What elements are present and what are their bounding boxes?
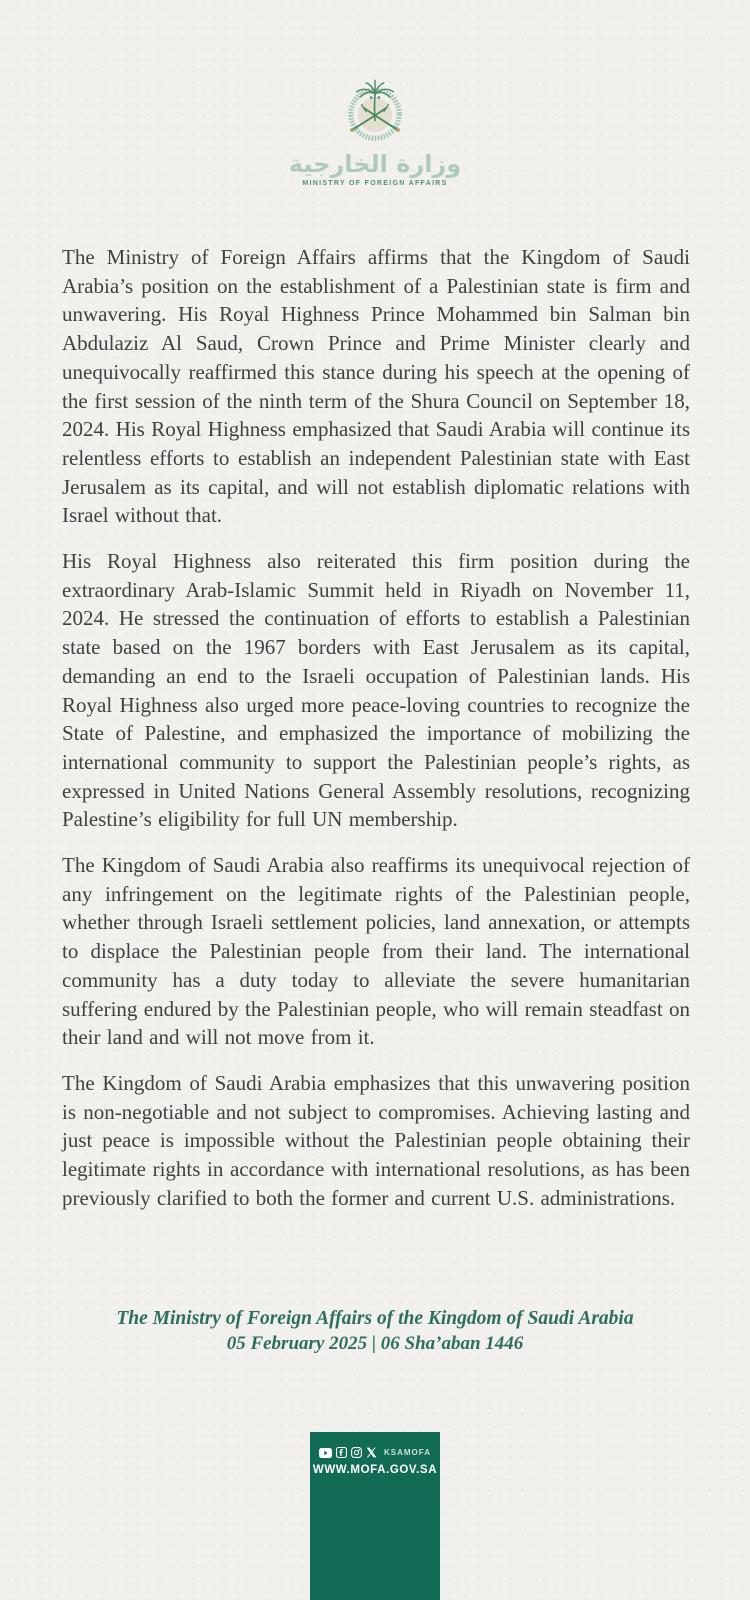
statement-body bbox=[62, 243, 690, 1230]
x-icon bbox=[366, 1447, 377, 1458]
ministry-arabic-title: وزارة الخارجية bbox=[288, 150, 462, 178]
facebook-icon bbox=[336, 1447, 347, 1458]
signature-block bbox=[0, 1306, 750, 1356]
mofa-logo-block bbox=[0, 74, 750, 187]
social-icons-row bbox=[310, 1446, 440, 1459]
social-handle-label: KSAMOFA bbox=[384, 1448, 431, 1457]
statement-paragraph-1: The Ministry of Foreign Affairs affirms that the Kingdom of Saudi Arabia’s position on the establishment of a Palestinian state is firm and unwavering. His Royal Highness Prince Mohammed bin Salman bin Abdulaziz Al Saud, Crown Prince and Prime Minister clearly and unequivocally reaffirmed this stance during his speech at the opening of the first session of the ninth term of the Shura Council on September 18, 2024. His Royal Highness emphasized that Saudi Arabia will continue its relentless efforts to establish an independent Palestinian state with East Jerusalem as its capital, and will not establish diplomatic relations with Israel without that. bbox=[62, 245, 690, 528]
signature-date: 05 February 2025 | 06 Sha’aban 1446 bbox=[226, 1333, 524, 1354]
ministry-english-label: MINISTRY OF FOREIGN AFFAIRS bbox=[302, 180, 448, 187]
saudi-emblem-icon bbox=[336, 74, 414, 144]
website-url: WWW.MOFA.GOV.SA bbox=[312, 1464, 438, 1476]
youtube-icon bbox=[319, 1448, 332, 1458]
statement-paragraph-3: The Kingdom of Saudi Arabia also reaffirms its unequivocal rejection of any infringement on the legitimate rights of the Palestinian people, whether through Israeli settlement policies, land annexation, or attempts to displace the Palestinian people from their land. The international community has a duty today to alleviate the severe humanitarian suffering endured by the Palestinian people, who will remain steadfast on their land and will not move from it. bbox=[62, 853, 690, 1050]
signature-author: The Ministry of Foreign Affairs of the Kingdom of Saudi Arabia bbox=[116, 1308, 634, 1329]
statement-paragraph-2: His Royal Highness also reiterated this firm position during the extraordinary Arab-Islamic Summit held in Riyadh on November 11, 2024. He stressed the continuation of efforts to establish a Palestinian state based on the 1967 borders with East Jerusalem as its capital, demanding an end to the Israeli occupation of Palestinian lands. His Royal Highness also urged more peace-loving countries to recognize the State of Palestine, and emphasized the importance of mobilizing the international community to support the Palestinian people’s rights, as expressed in United Nations General Assembly resolutions, recognizing Palestine’s eligibility for full UN membership. bbox=[62, 549, 690, 832]
statement-paragraph-4: The Kingdom of Saudi Arabia emphasizes that this unwavering position is non-negotiable and not subject to compromises. Achieving lasting and just peace is impossible without the Palestinian people obtaining their legitimate rights in accordance with international resolutions, as has been previously clarified to both the former and current U.S. administrations. bbox=[62, 1070, 690, 1210]
footer-box bbox=[310, 1432, 440, 1600]
instagram-icon bbox=[351, 1447, 362, 1458]
